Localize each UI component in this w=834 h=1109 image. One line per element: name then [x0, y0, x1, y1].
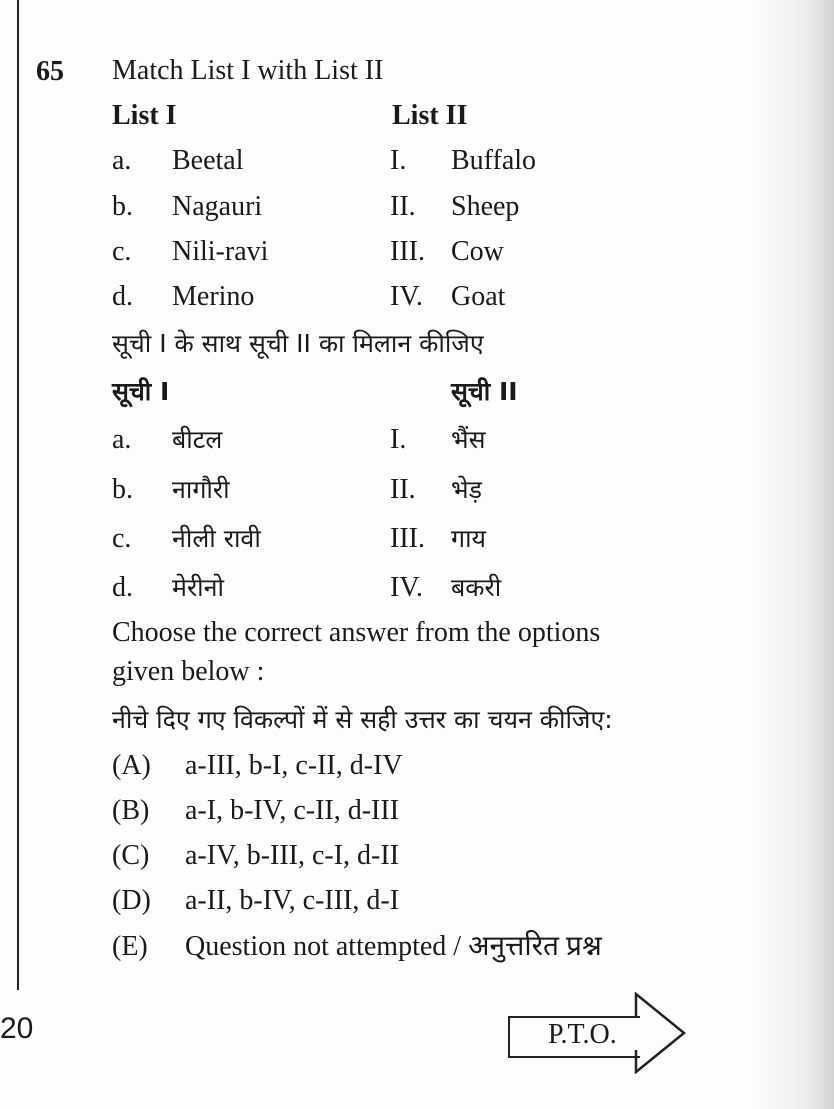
- row-numeral: II.: [390, 191, 416, 222]
- list2-header-en: List II: [392, 100, 468, 131]
- row-match: Sheep: [451, 191, 520, 222]
- option-text: a-II, b-IV, c-III, d-I: [185, 885, 400, 916]
- question-title-hi: सूची I के साथ सूची II का मिलान कीजिए: [112, 329, 484, 358]
- option-label: (E): [112, 931, 148, 962]
- row-numeral: I.: [390, 145, 407, 176]
- row-item: नीली रावी: [172, 524, 261, 553]
- option-text: a-IV, b-III, c-I, d-II: [185, 840, 400, 871]
- row-letter: c.: [112, 523, 132, 554]
- list1-header-hi: सूची I: [112, 377, 170, 406]
- row-item: Nagauri: [172, 191, 263, 222]
- row-numeral: II.: [390, 474, 416, 505]
- row-numeral: III.: [390, 523, 425, 554]
- row-numeral: IV.: [390, 281, 423, 312]
- row-match: बकरी: [451, 573, 502, 602]
- row-letter: a.: [112, 424, 132, 455]
- option-label: (B): [112, 795, 150, 826]
- row-numeral: I.: [390, 424, 407, 455]
- option-label: (C): [112, 840, 150, 871]
- instruction-en-line2: given below :: [112, 656, 265, 687]
- question-number: 65: [36, 56, 64, 87]
- row-letter: c.: [112, 236, 132, 267]
- instruction-hi: नीचे दिए गए विकल्पों में से सही उत्तर का चयन कीजिए:: [112, 705, 613, 734]
- row-letter: b.: [112, 474, 133, 505]
- row-item: Nili-ravi: [172, 236, 269, 267]
- row-match: Goat: [451, 281, 506, 312]
- row-match: Cow: [451, 236, 504, 267]
- question-title-en: Match List I with List II: [112, 55, 384, 86]
- row-item: Merino: [172, 281, 255, 312]
- row-match: गाय: [451, 524, 487, 553]
- row-match: Buffalo: [451, 145, 537, 176]
- option-label: (A): [112, 750, 151, 781]
- arrow-right-icon: [630, 992, 690, 1074]
- page-edge-shadow: [754, 0, 834, 1109]
- row-item: नागौरी: [172, 475, 230, 504]
- row-match: भैंस: [451, 425, 486, 454]
- option-text: Question not attempted / अनुत्तरित प्रश्न: [185, 931, 602, 962]
- row-letter: a.: [112, 145, 132, 176]
- row-item: मेरीनो: [172, 573, 225, 602]
- list1-header-en: List I: [112, 100, 177, 131]
- option-label: (D): [112, 885, 151, 916]
- row-letter: d.: [112, 572, 133, 603]
- row-item: बीटल: [172, 425, 223, 454]
- instruction-en-line1: Choose the correct answer from the options: [112, 617, 601, 648]
- option-text: a-I, b-IV, c-II, d-III: [185, 795, 400, 826]
- row-letter: d.: [112, 281, 133, 312]
- row-numeral: III.: [390, 236, 425, 267]
- row-item: Beetal: [172, 145, 244, 176]
- list2-header-hi: सूची II: [451, 377, 518, 406]
- row-letter: b.: [112, 191, 133, 222]
- page-number: 20: [0, 1012, 34, 1045]
- pto-label: P.T.O.: [548, 1019, 617, 1050]
- row-match: भेड़: [451, 475, 482, 504]
- option-text: a-III, b-I, c-II, d-IV: [185, 750, 403, 781]
- row-numeral: IV.: [390, 572, 423, 603]
- margin-line: [17, 0, 19, 990]
